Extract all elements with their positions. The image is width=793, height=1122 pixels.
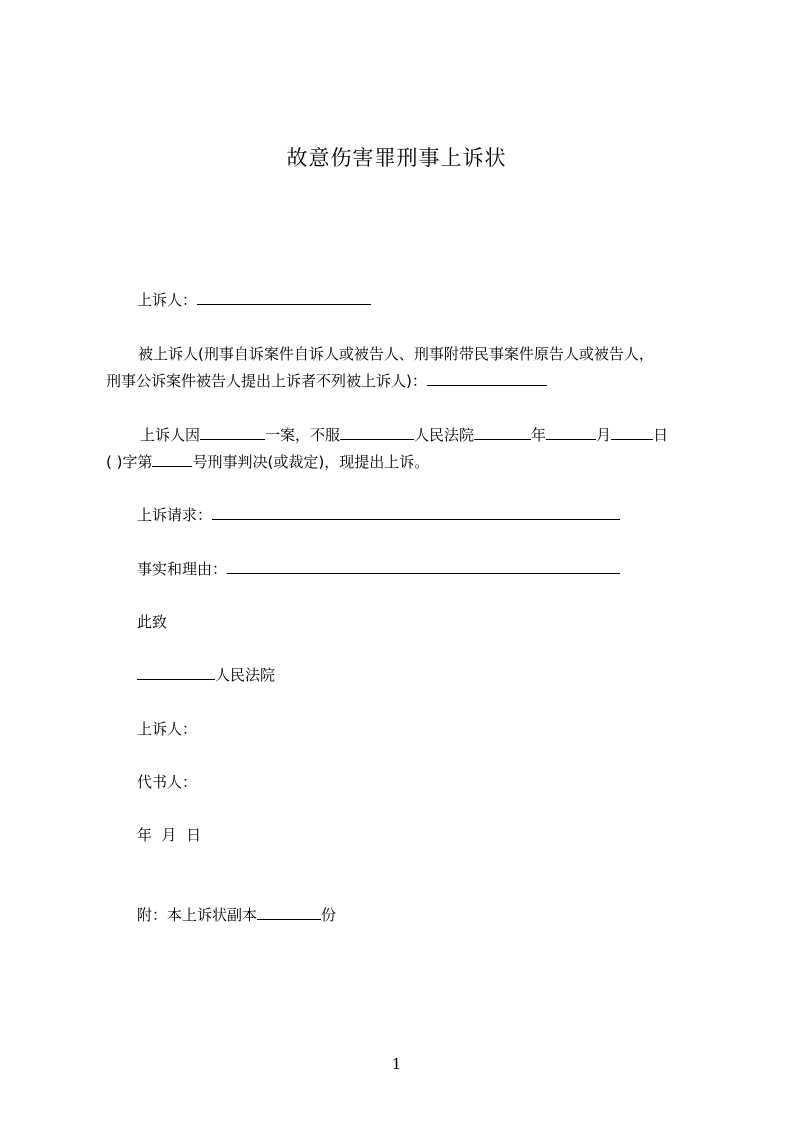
signer-line: 上诉人：: [137, 720, 198, 738]
month-blank: [546, 425, 596, 440]
reason-line-2: [106, 452, 429, 472]
request-blank: [212, 505, 620, 520]
reason-text-6: 日: [653, 426, 669, 444]
reason-line-1: [140, 425, 668, 445]
salutation: 此致: [137, 613, 168, 631]
reason-text-4: 年: [531, 426, 547, 444]
appellee-label: 刑事公诉案件被告人提出上诉者不列被上诉人)：: [106, 372, 427, 390]
court-suffix: 人民法院: [215, 666, 276, 684]
request-line: [137, 505, 620, 525]
court-blank: [137, 665, 215, 680]
copies-blank: [257, 905, 321, 920]
scribe-line: 代书人：: [137, 773, 198, 791]
case-name-blank: [200, 425, 265, 440]
facts-label: 事实和理由：: [137, 560, 228, 578]
attachment-unit: 份: [321, 906, 337, 924]
appellant-blank: [197, 290, 371, 305]
reason-text-5: 月: [596, 426, 612, 444]
request-label: 上诉请求：: [137, 506, 213, 524]
court-name-blank: [340, 425, 414, 440]
reason-text-1: 上诉人因: [140, 426, 201, 444]
appellee-line-1: 被上诉人(刑事自诉案件自诉人或被告人、刑事附带民事案件原告人或被告人，: [138, 345, 654, 363]
facts-line: [137, 559, 620, 579]
page-number: 1: [391, 1055, 402, 1073]
date-line: 年 月 日: [137, 826, 202, 844]
facts-blank: [227, 559, 620, 574]
day-blank: [611, 425, 653, 440]
document-title: 故意伤害罪刑事上诉状: [286, 146, 507, 170]
attachment-text: 附：本上诉状副本: [137, 906, 258, 924]
appellant-label: 上诉人：: [137, 291, 198, 309]
reason-text-7: ( )字第: [106, 453, 153, 471]
appellee-line-2: [106, 371, 547, 391]
reason-text-8: 号刑事判决(或裁定)，现提出上诉。: [192, 453, 430, 471]
appellant-line: [137, 290, 371, 310]
case-number-blank: [152, 452, 192, 467]
reason-text-2: 一案，不服: [265, 426, 341, 444]
appellee-blank: [427, 371, 547, 386]
year-blank: [474, 425, 531, 440]
court-line: [137, 665, 275, 685]
attachment-line: [137, 905, 336, 925]
reason-text-3: 人民法院: [414, 426, 475, 444]
